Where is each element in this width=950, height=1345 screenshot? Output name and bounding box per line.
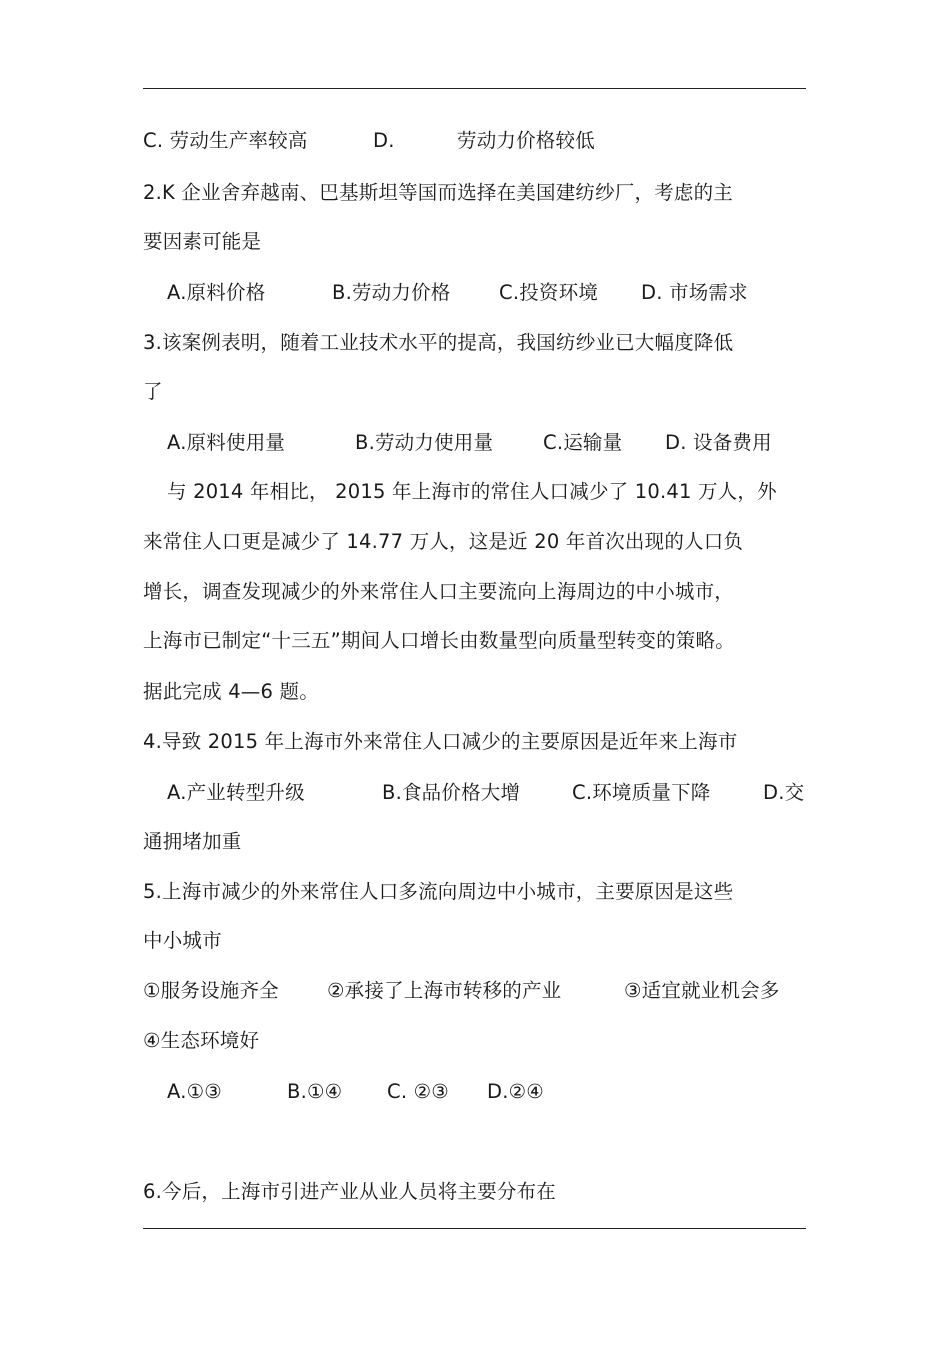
q3-option-c: C.运输量	[543, 431, 623, 454]
q2-option-c: C.投资环境	[499, 281, 599, 304]
q4-option-a: A.产业转型升级	[167, 781, 305, 804]
q5-option-a: A.①③	[167, 1080, 222, 1103]
q3-stem-line2: 了	[143, 380, 163, 403]
q5-option-b: B.①④	[287, 1080, 343, 1103]
q2-stem-line2: 要因素可能是	[143, 230, 262, 253]
passage-line3: 增长，调查发现减少的外来常住人口主要流向上海周边的中小城市，	[143, 580, 735, 603]
q4-stem: 4.导致 2015 年上海市外来常住人口减少的主要原因是近年来上海市	[143, 730, 738, 753]
q1-option-d-text: 劳动力价格较低	[457, 129, 595, 152]
q3-option-d: D. 设备费用	[665, 431, 772, 454]
q5-option-d: D.②④	[487, 1080, 544, 1103]
q5-item-1: ①服务设施齐全	[143, 979, 279, 1002]
q5-item-2: ②承接了上海市转移的产业	[327, 979, 562, 1002]
q3-stem-line1: 3.该案例表明，随着工业技术水平的提高，我国纺纱业已大幅度降低	[143, 331, 734, 354]
q5-stem-line1: 5.上海市减少的外来常住人口多流向周边中小城市，主要原因是这些	[143, 880, 734, 903]
q2-stem-line1: 2.K 企业舍弃越南、巴基斯坦等国而选择在美国建纺纱厂，考虑的主	[143, 181, 733, 204]
passage-line2: 来常住人口更是减少了 14.77 万人，这是近 20 年首次出现的人口负	[143, 530, 744, 553]
q1-option-d-label: D.	[373, 129, 395, 152]
q5-item-3: ③适宜就业机会多	[624, 979, 780, 1002]
q4-option-c: C.环境质量下降	[572, 781, 711, 804]
q4-option-d: D.交	[763, 781, 805, 804]
passage-line5: 据此完成 4—6 题。	[143, 680, 319, 703]
q3-option-a: A.原料使用量	[167, 431, 286, 454]
q5-option-c: C. ②③	[387, 1080, 449, 1103]
passage-line4: 上海市已制定“十三五”期间人口增长由数量型向质量型转变的策略。	[143, 629, 735, 652]
passage-line1: 与 2014 年相比， 2015 年上海市的常住人口减少了 10.41 万人，外	[167, 480, 777, 503]
q4-option-b: B.食品价格大增	[382, 781, 521, 804]
header-rule	[143, 88, 806, 89]
q2-option-a: A.原料价格	[167, 281, 266, 304]
footer-rule	[143, 1228, 806, 1229]
q2-option-d: D. 市场需求	[641, 281, 748, 304]
q5-stem-line2: 中小城市	[143, 929, 222, 952]
q3-option-b: B.劳动力使用量	[355, 431, 494, 454]
q2-option-b: B.劳动力价格	[332, 281, 451, 304]
q1-option-c: C. 劳动生产率较高	[143, 129, 308, 152]
q5-item-4: ④生态环境好	[143, 1029, 260, 1052]
q6-stem: 6.今后，上海市引进产业从业人员将主要分布在	[143, 1180, 557, 1203]
q4-option-d-continued: 通拥堵加重	[143, 830, 242, 853]
